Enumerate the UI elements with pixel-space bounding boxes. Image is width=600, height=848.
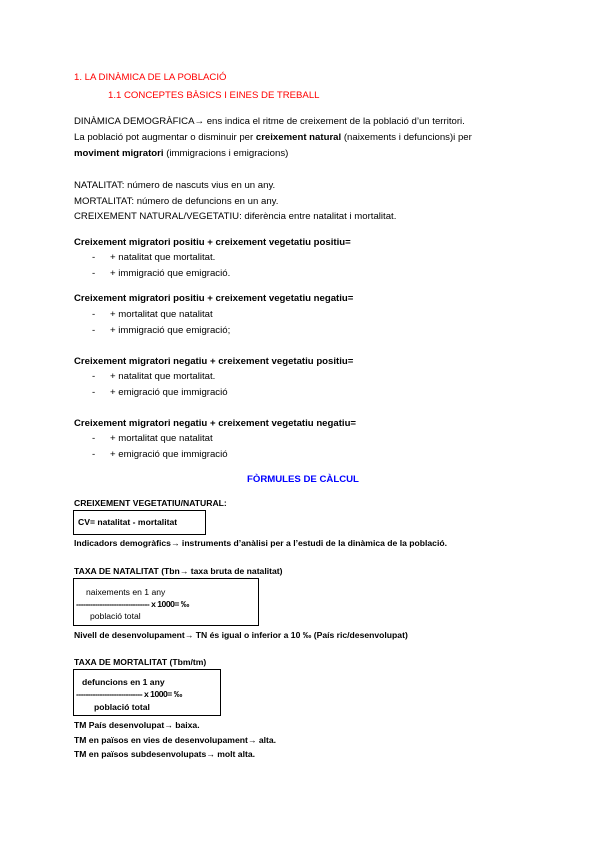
intro-line-2	[74, 132, 472, 143]
section-subtitle: 1.1 CONCEPTES BÀSICS I EINES DE TREBALL	[108, 90, 320, 101]
formula-box-natalitat	[73, 578, 259, 626]
fraction-numerator: defuncions en 1 any	[82, 677, 165, 687]
intro-text: La població pot augmentar o disminuir per	[74, 132, 256, 143]
formula-note: TM en països subdesenvolupats→ molt alta.	[74, 749, 255, 759]
case-heading: Creixement migratori positiu + creixement vegetatiu positiu=	[74, 237, 351, 248]
formula-box-vegetatiu	[73, 510, 206, 535]
intro-text: (immigracions i emigracions)	[163, 148, 289, 159]
formula-note: TM País desenvolupat→ baixa.	[74, 720, 200, 730]
bullet-dash: -	[92, 449, 96, 460]
case-item: + immigració que emigració;	[110, 325, 231, 336]
case-item: + emigració que immigració	[110, 387, 228, 398]
formula-text: CV= natalitat - mortalitat	[78, 517, 178, 527]
formula-heading: CREIXEMENT VEGETATIU/NATURAL:	[74, 498, 227, 508]
definition-mortalitat: MORTALITAT: número de defuncions en un any.	[74, 196, 279, 207]
fraction-line: ------------------------------- x 1000= ‰	[76, 599, 189, 609]
formula-box-mortalitat	[73, 669, 221, 716]
definition-natalitat: NATALITAT: número de nascuts vius en un any.	[74, 180, 276, 191]
formula-heading: TAXA DE MORTALITAT (Tbm/tm)	[74, 657, 207, 667]
fraction-numerator: naixements en 1 any	[86, 587, 166, 597]
case-heading: Creixement migratori negatiu + creixement vegetatiu negatiu=	[74, 418, 357, 429]
case-heading: Creixement migratori negatiu + creixement vegetatiu positiu=	[74, 356, 354, 367]
bullet-dash: -	[92, 371, 96, 382]
fraction-denominator: població total	[90, 611, 141, 621]
intro-line-3	[74, 148, 288, 159]
bullet-dash: -	[92, 268, 96, 279]
bullet-dash: -	[92, 433, 96, 444]
page-title: 1. LA DINÀMICA DE LA POBLACIÓ	[74, 72, 227, 83]
fraction-line: ---------------------------- x 1000= ‰	[76, 689, 182, 699]
formulas-title: FÒRMULES DE CÀLCUL	[247, 474, 359, 485]
intro-line-1: DINÀMICA DEMOGRÀFICA→ ens indica el ritme de creixement de la població d’un territori.	[74, 116, 465, 127]
bullet-dash: -	[92, 387, 96, 398]
formula-note: Nivell de desenvolupament→ TN és igual o inferior a 10 ‰ (País ric/desenvolupat)	[74, 630, 408, 640]
bullet-dash: -	[92, 325, 96, 336]
case-item: + immigració que emigració.	[110, 268, 231, 279]
bullet-dash: -	[92, 252, 96, 263]
case-heading: Creixement migratori positiu + creixement vegetatiu negatiu=	[74, 293, 354, 304]
fraction-denominator: població total	[94, 702, 150, 712]
case-item: + mortalitat que natalitat	[110, 433, 213, 444]
case-item: + natalitat que mortalitat.	[110, 371, 216, 382]
case-item: + mortalitat que natalitat	[110, 309, 213, 320]
case-item: + natalitat que mortalitat.	[110, 252, 216, 263]
formula-heading: TAXA DE NATALITAT (Tbn→ taxa bruta de natalitat)	[74, 566, 283, 576]
bullet-dash: -	[92, 309, 96, 320]
intro-bold-term: moviment migratori	[74, 148, 164, 159]
formula-note: Indicadors demogràfics→ instruments d’anàlisi per a l’estudi de la dinàmica de la població.	[74, 538, 447, 548]
case-item: + emigració que immigració	[110, 449, 228, 460]
definition-creixement: CREIXEMENT NATURAL/VEGETATIU: diferència entre natalitat i mortalitat.	[74, 211, 397, 222]
intro-text: (naixements i defuncions)i per	[341, 132, 472, 143]
intro-bold-term: creixement natural	[255, 132, 342, 143]
formula-note: TM en països en vies de desenvolupament→ alta.	[74, 735, 277, 745]
